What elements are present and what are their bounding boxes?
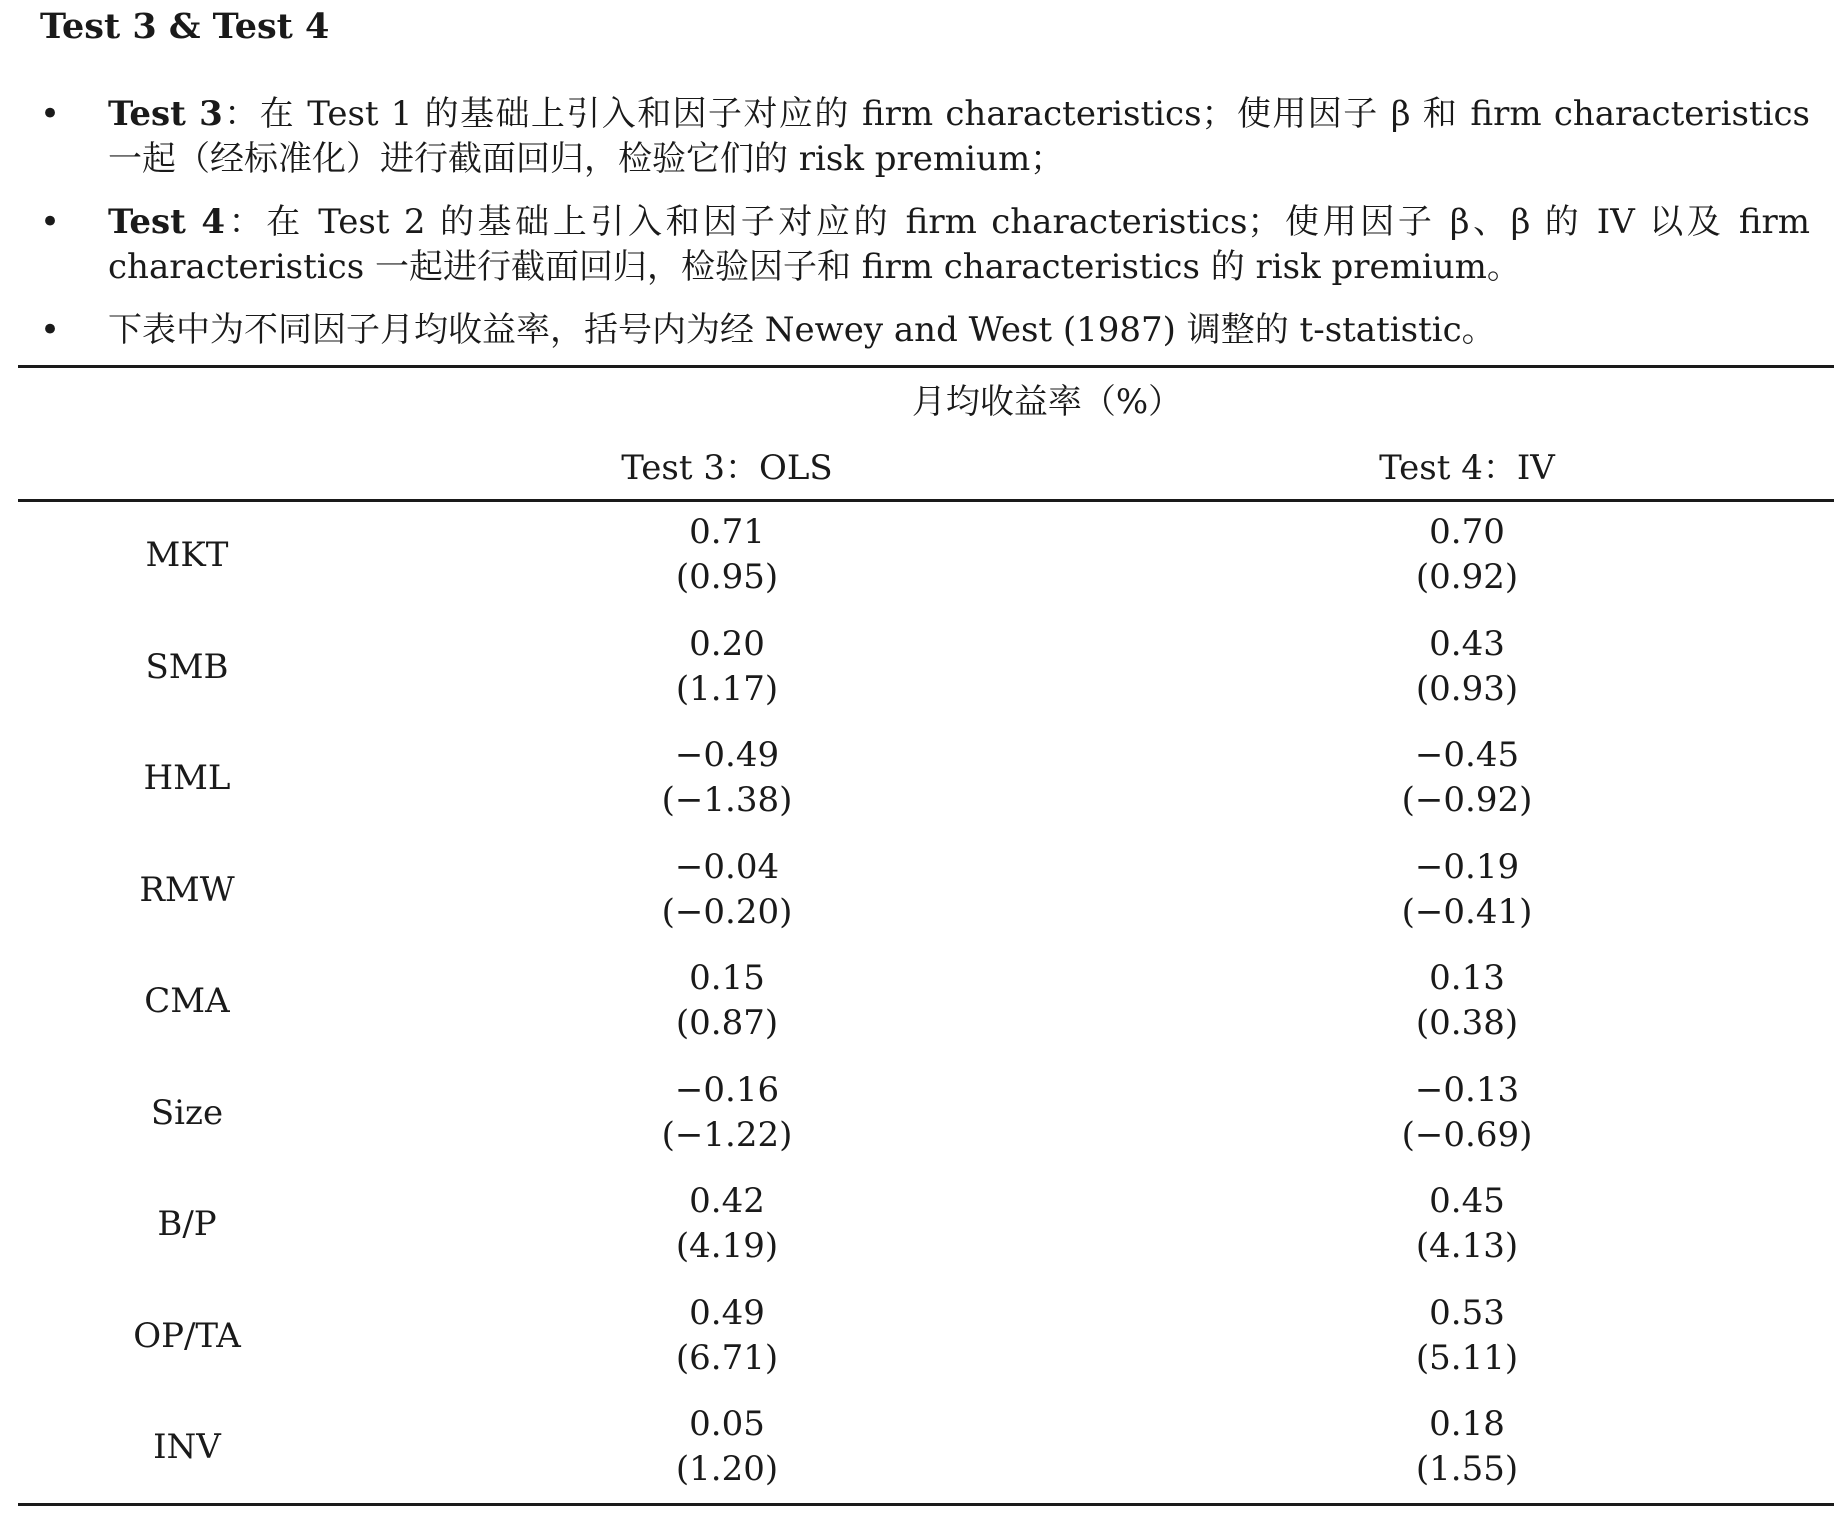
cell-tstat: (0.38) <box>1415 1003 1519 1043</box>
bullet-list <box>40 92 1810 371</box>
row-label: HML <box>143 758 231 798</box>
table-bottom-rule <box>18 1503 1834 1506</box>
cell-value: 0.05 <box>689 1404 765 1444</box>
cell-value: −0.49 <box>674 735 780 775</box>
cell-value: −0.45 <box>1414 735 1520 775</box>
cell-tstat: (5.11) <box>1415 1337 1519 1378</box>
cell-tstat: (−0.20) <box>661 891 793 932</box>
cell-value: 0.15 <box>689 958 765 998</box>
cell-iv <box>1267 1179 1667 1269</box>
cell-tstat: (0.95) <box>675 557 779 597</box>
table-row <box>0 1068 1844 1180</box>
cell-value: 0.70 <box>1429 512 1505 552</box>
table-row <box>0 1402 1844 1514</box>
cell-ols <box>527 1291 927 1381</box>
row-label: RMW <box>139 869 235 910</box>
cell-ols <box>527 1402 927 1492</box>
table-row <box>0 1179 1844 1291</box>
cell-value: 0.45 <box>1429 1181 1505 1221</box>
cell-value: 0.13 <box>1429 958 1505 998</box>
table-row <box>0 733 1844 845</box>
table-header-rule <box>18 499 1834 502</box>
cell-iv <box>1267 956 1667 1046</box>
cell-tstat: (−0.69) <box>1401 1114 1533 1155</box>
table-body <box>0 510 1844 1514</box>
cell-tstat: (1.17) <box>675 668 779 709</box>
cell-tstat: (−0.41) <box>1401 891 1533 932</box>
cell-value: 0.49 <box>689 1292 765 1333</box>
table-row <box>0 956 1844 1068</box>
cell-iv <box>1267 1068 1667 1158</box>
bullet-lead: Test 3 <box>108 94 223 134</box>
table-row <box>0 510 1844 622</box>
row-label: B/P <box>157 1204 217 1244</box>
row-label: OP/TA <box>133 1315 241 1356</box>
cell-iv <box>1267 622 1667 712</box>
cell-value: 0.20 <box>689 623 765 664</box>
bullet-dot-icon: • <box>40 202 61 242</box>
bullet-dot-icon: • <box>40 94 61 134</box>
cell-ols <box>527 622 927 712</box>
table-row <box>0 845 1844 957</box>
cell-value: 0.42 <box>689 1181 765 1221</box>
row-label: SMB <box>145 646 229 687</box>
table-group-header: 月均收益率（%） <box>911 382 1183 422</box>
cell-tstat: (6.71) <box>675 1337 779 1378</box>
cell-value: 0.43 <box>1429 623 1505 664</box>
bullet-text: 下表中为不同因子月均收益率，括号内为经 Newey and West (1987) 调整的 t-statistic。 <box>108 310 1496 350</box>
cell-tstat: (4.19) <box>675 1226 779 1266</box>
cell-value: −0.04 <box>674 846 780 887</box>
cell-tstat: (4.13) <box>1415 1226 1519 1266</box>
table-row <box>0 622 1844 734</box>
row-label: CMA <box>144 981 230 1021</box>
bullet-dot-icon: • <box>40 310 61 350</box>
cell-tstat: (−1.22) <box>661 1114 793 1155</box>
cell-iv <box>1267 1291 1667 1381</box>
cell-iv <box>1267 1402 1667 1492</box>
cell-iv <box>1267 845 1667 935</box>
cell-ols <box>527 845 927 935</box>
cell-tstat: (1.55) <box>1415 1449 1519 1489</box>
row-label: Size <box>150 1092 224 1133</box>
cell-iv <box>1267 733 1667 823</box>
bullet-lead: Test 4 <box>108 202 225 242</box>
cell-ols <box>527 1068 927 1158</box>
cell-tstat: (0.92) <box>1415 557 1519 597</box>
cell-value: −0.16 <box>674 1069 780 1110</box>
bullet-text: ：在 Test 2 的基础上引入和因子对应的 firm characteristics；使用因子 β、β 的 IV 以及 firm characteristics 一起进行截面回归，检验因子和 firm characteristics 的 risk premium。 <box>108 202 1810 287</box>
cell-ols <box>527 510 927 600</box>
bullet-text: ：在 Test 1 的基础上引入和因子对应的 firm characteristics；使用因子 β 和 firm characteristics 一起（经标准化）进行截面回归，检验它们的 risk premium； <box>108 94 1810 179</box>
cell-tstat: (−1.38) <box>661 780 793 820</box>
cell-tstat: (−0.92) <box>1401 780 1533 820</box>
cell-tstat: (0.93) <box>1415 668 1519 709</box>
cell-value: −0.13 <box>1414 1069 1520 1110</box>
row-label: MKT <box>145 535 229 575</box>
cell-value: −0.19 <box>1414 846 1520 887</box>
cell-ols <box>527 733 927 823</box>
cell-tstat: (1.20) <box>675 1449 779 1489</box>
cell-ols <box>527 956 927 1046</box>
bullet-item <box>40 308 1810 353</box>
cell-iv <box>1267 510 1667 600</box>
cell-ols <box>527 1179 927 1269</box>
cell-value: 0.18 <box>1429 1404 1505 1444</box>
column-header-ols: Test 3：OLS <box>621 448 833 488</box>
cell-tstat: (0.87) <box>675 1003 779 1043</box>
bullet-item <box>40 200 1810 290</box>
table-top-rule <box>18 365 1834 368</box>
cell-value: 0.53 <box>1429 1292 1505 1333</box>
column-header-iv: Test 4：IV <box>1379 448 1555 488</box>
section-heading: Test 3 & Test 4 <box>40 6 330 47</box>
bullet-item <box>40 92 1810 182</box>
row-label: INV <box>153 1427 221 1467</box>
cell-value: 0.71 <box>689 512 765 552</box>
table-row <box>0 1291 1844 1403</box>
